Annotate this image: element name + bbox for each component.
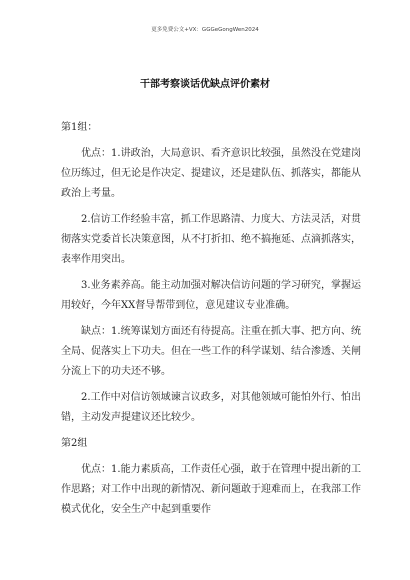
group-1-disadvantage-1: 缺点：1.统筹谋划方面还有待提高。注重在抓大事、把方向、统全局、促落实上下功夫。但在一些工作的科学谋划、结合渗透、关闸分流上下的功夫还不够。 bbox=[61, 326, 361, 377]
document-body bbox=[61, 118, 361, 520]
page-header: 更多免费公文+VX：GGGeGongWen2024 bbox=[151, 27, 259, 33]
group-1-advantage-2: 2.信访工作经验丰富，抓工作思路清、力度大、方法灵活，对贯彻落实党委首长决策意图，从不打折扣、绝不搞拖延、点滴抓落实，表率作用突出。 bbox=[61, 214, 361, 265]
group-2-advantage-1: 优点：1.能力素质高，工作责任心强，敢于在管理中提出新的工作思路；对工作中出现的新情况、新问题敢于迎难而上，在我部工作模式优化，安全生产中起到重要作 bbox=[61, 464, 361, 515]
group-2-label: 第2组 bbox=[61, 438, 88, 449]
group-1-disadvantage-2: 2.工作中对信访领域谏言议政多，对其他领域可能怕外行、怕出错，主动发声提建议还比较少。 bbox=[61, 392, 361, 423]
group-1-label: 第1组： bbox=[61, 122, 98, 133]
group-1-advantage-1: 优点：1.讲政治，大局意识、看齐意识比较强，虽然没在党建岗位历练过，但无论是作决定、提建议，还是建队伍、抓落实，都能从政治上考量。 bbox=[61, 148, 361, 199]
document-title: 干部考察谈话优缺点评价素材 bbox=[140, 79, 270, 90]
group-1-advantage-3: 3.业务素养高。能主动加强对解决信访问题的学习研究，掌握运用较好，今年XX督导帮带到位，意见建议专业准确。 bbox=[61, 280, 361, 311]
